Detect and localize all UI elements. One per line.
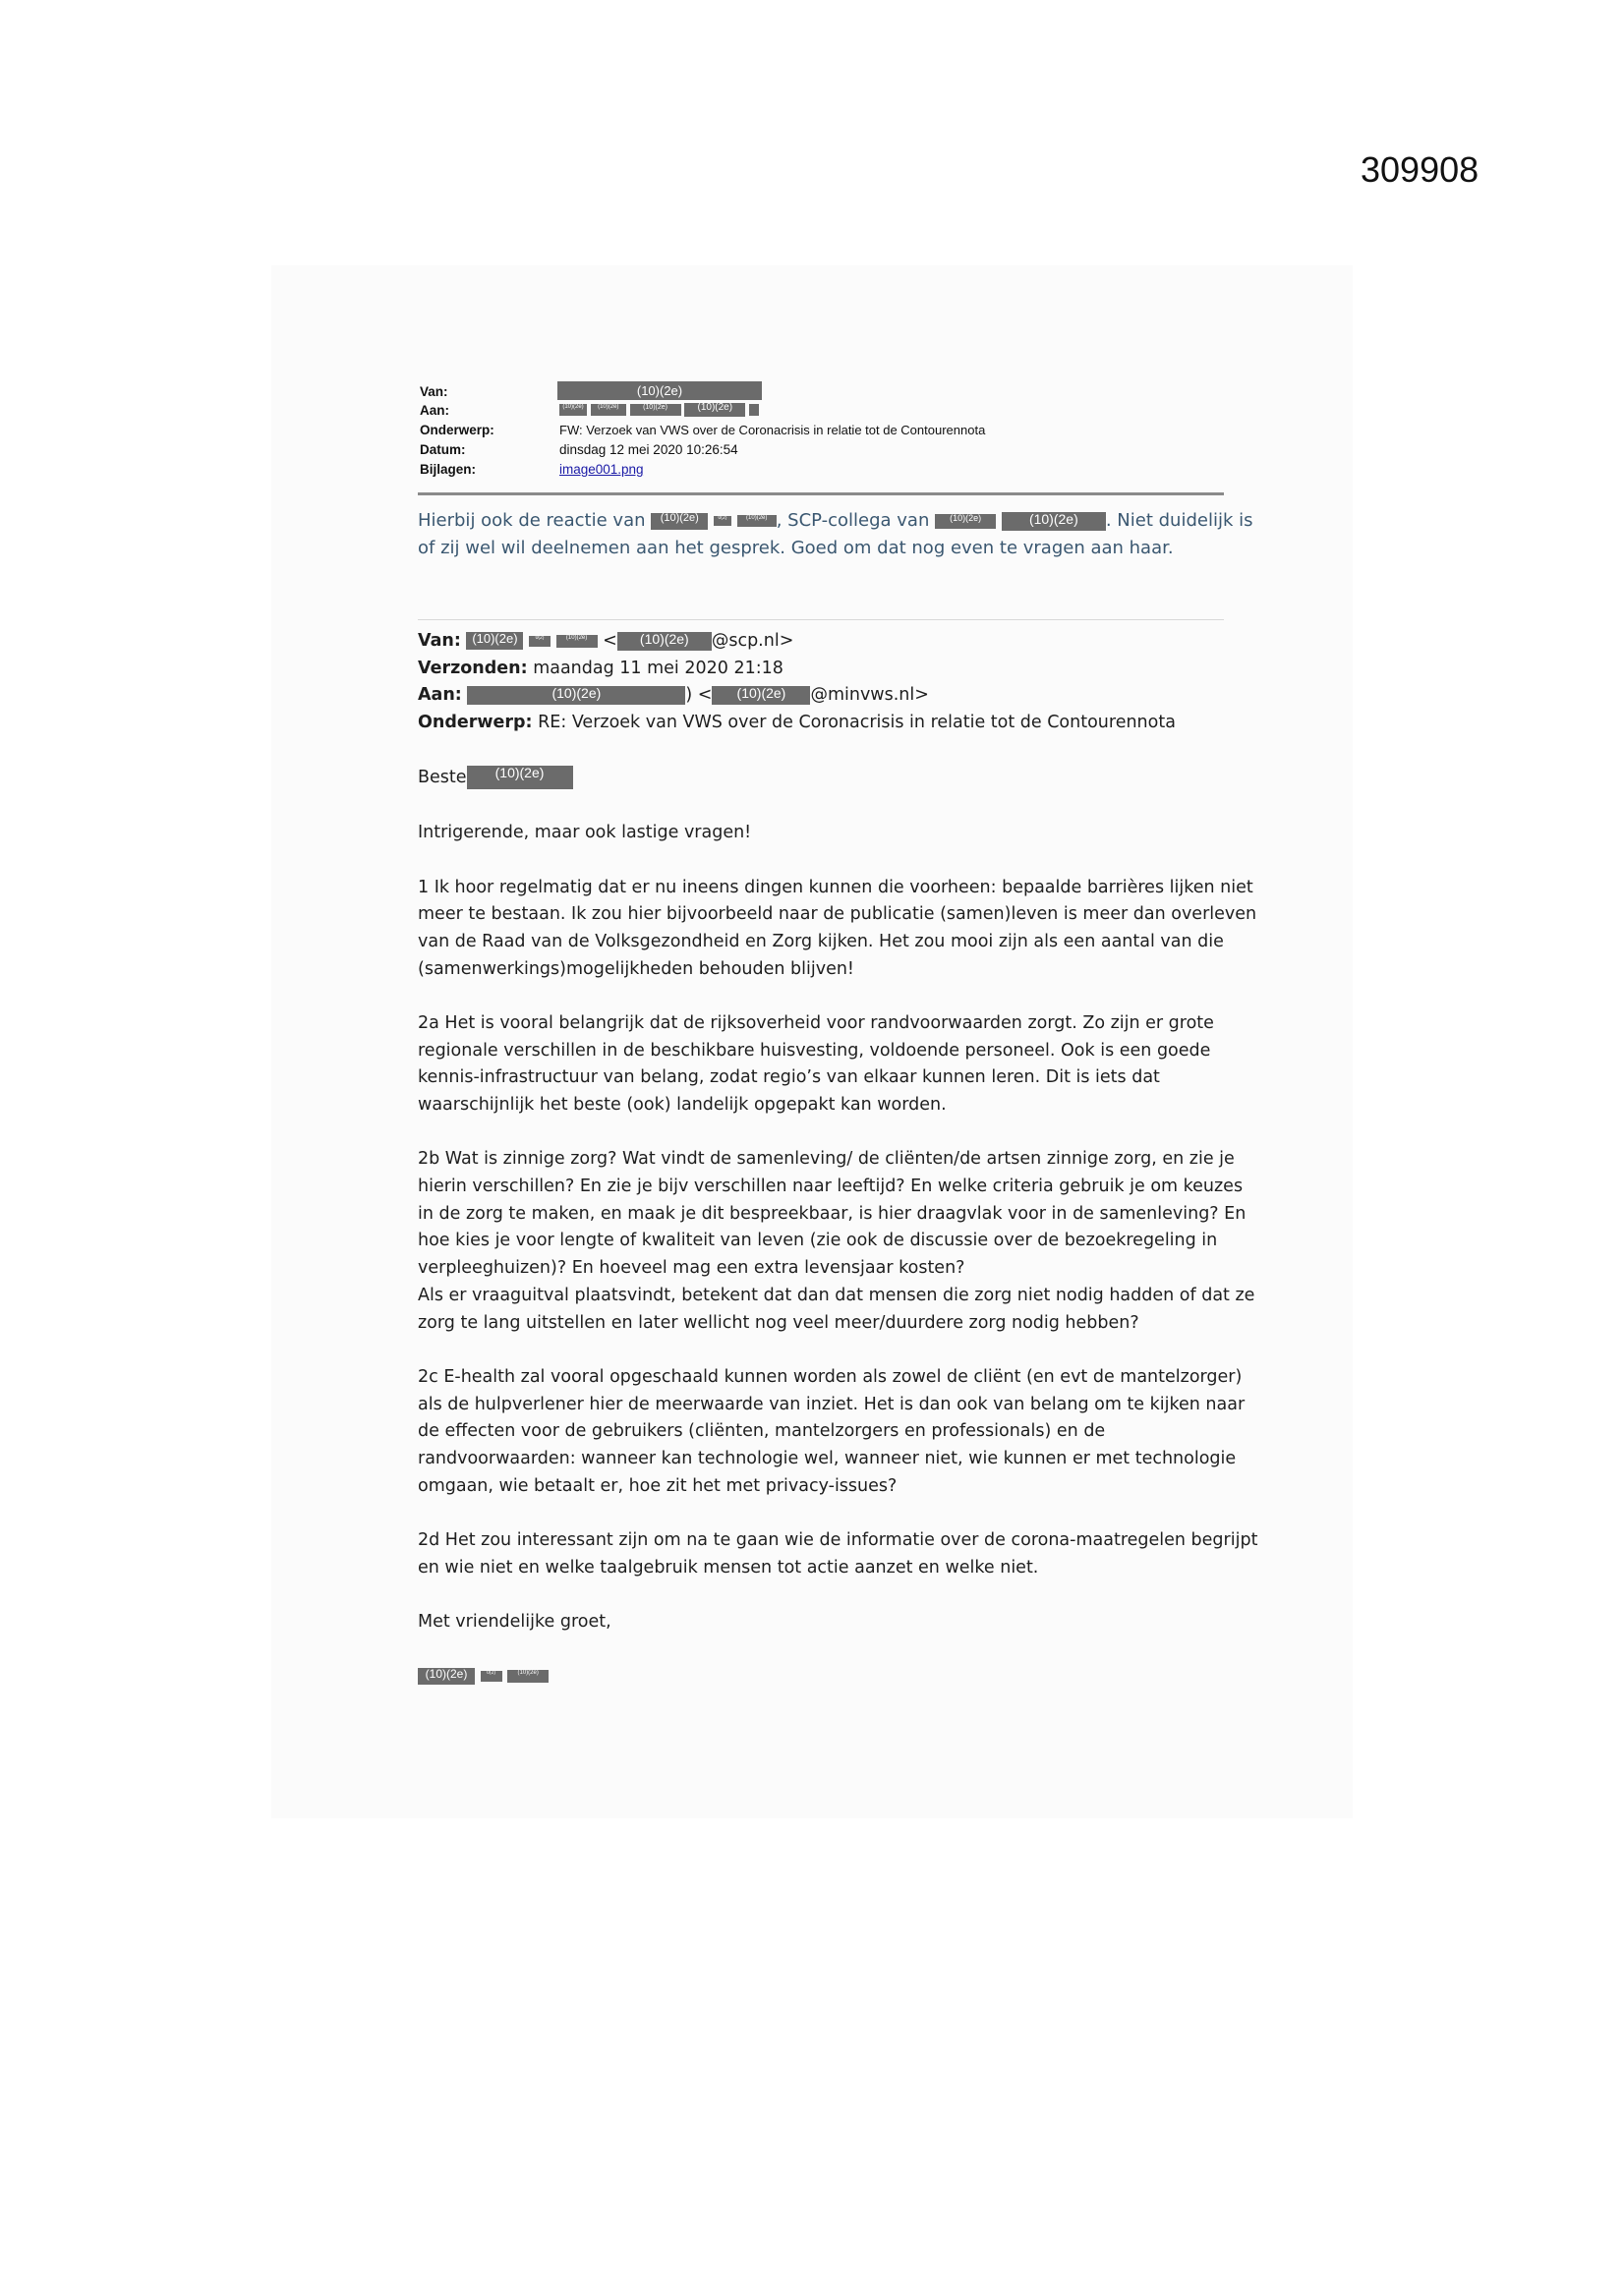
intro-text-c: . Niet duidelijk is [1105, 510, 1253, 531]
redaction-block: (10)(2e) [557, 381, 762, 400]
quoted-mail-divider [418, 619, 1224, 620]
intro-line-2: of zij wel wil deelnemen aan het gesprek. Goed om dat nog even te vragen aan haar. [418, 538, 1174, 558]
redaction-block: (10)(2e) [935, 514, 996, 529]
mail-onderwerp-label: Onderwerp: [418, 713, 533, 733]
paragraph-2a-line: regionale verschillen in de beschikbare huisvesting, voldoende personeel. Ook is een goede [418, 1040, 1211, 1061]
datum-label: Datum: [420, 442, 466, 457]
greeting: Beste [418, 768, 467, 788]
paragraph-2d-line: en wie niet en welke taalgebruik mensen tot actie aanzet en welke niet. [418, 1557, 1039, 1578]
mail-onderwerp-line [418, 710, 1234, 737]
paragraph-1-line: meer te bestaan. Ik zou hier bijvoorbeeld naar de publicatie (samen)leven is meer dan overleven [418, 904, 1257, 925]
paragraph-1-line: van de Raad van de Volksgezondheid en Zorg kijken. Het zou mooi zijn als een aantal van die [418, 931, 1224, 951]
paragraph-1-line: (samenwerkings)mogelijkheden behouden blijven! [418, 958, 854, 979]
redaction-block: 0(2) [714, 516, 731, 526]
paragraph-2b-line: hoe kies je voor lengte of kwaliteit van leven (zie ook de discussie over de bezoekregeling in [418, 1231, 1218, 1251]
mail-verzonden-value: maandag 11 mei 2020 21:18 [533, 658, 783, 678]
paragraph-intro: Intrigerende, maar ook lastige vragen! [418, 823, 752, 843]
closing: Met vriendelijke groet, [418, 1612, 611, 1633]
datum-value: dinsdag 12 mei 2020 10:26:54 [559, 442, 738, 457]
mail-verzonden-line [418, 656, 1234, 683]
mail-verzonden-label: Verzonden: [418, 658, 528, 678]
mail-van-domain: @scp.nl> [711, 631, 794, 651]
redaction-block: (10)(2e) [559, 404, 587, 416]
redaction-block: (10)(2e) [466, 632, 523, 650]
aan-redacted [559, 402, 759, 417]
bijlagen-label: Bijlagen: [420, 462, 477, 477]
mail-van-label: Van: [418, 631, 461, 651]
redaction-block: (10)(2e) [467, 766, 573, 789]
intro-text-b: , SCP-collega van [776, 510, 930, 531]
aan-label: Aan: [420, 403, 449, 418]
paragraph-2b-line: 2b Wat is zinnige zorg? Wat vindt de samenleving/ de cliënten/de artsen zinnige zorg, en zie je [418, 1149, 1235, 1170]
paragraph-2b-line: zorg te lang uitstellen en later wellicht nog veel meer/duurdere zorg nodig hebben? [418, 1312, 1139, 1333]
onderwerp-value: FW: Verzoek van VWS over de Coronacrisis in relatie tot de Contourennota [559, 423, 986, 437]
redaction-block: 0(2) [529, 636, 551, 647]
redaction-block: (10)(2e) [418, 1668, 475, 1685]
redaction-block: (10)(2e) [617, 632, 712, 651]
redaction-block: (10)(2e) [556, 635, 598, 648]
redaction-block: (10)(2e) [1002, 512, 1106, 531]
van-redacted [557, 381, 762, 400]
attachment-link[interactable]: image001.png [559, 462, 644, 477]
mail-aan-line: Aan: (10)(2e) ) < (10)(2e) @minvws.nl> [418, 685, 929, 706]
mail-onderwerp-value: RE: Verzoek van VWS over de Coronacrisis in relatie tot de Contourennota [538, 713, 1176, 733]
paragraph-2c-line: de effecten voor de gebruikers (cliënten, mantelzorgers en professionals) en de [418, 1421, 1106, 1442]
greeting-line [418, 764, 1234, 792]
paragraph-2a-line: kennis-infrastructuur van belang, zodat regio’s van elkaar kunnen leren. Dit is iets dat [418, 1067, 1160, 1088]
document-number: 309908 [1361, 149, 1479, 190]
paragraph-1-line: 1 Ik hoor regelmatig dat er nu ineens dingen kunnen die voorheen: bepaalde barrières lijken niet [418, 877, 1253, 897]
redaction-block: (10)(2e) [684, 403, 745, 417]
paragraph-2c-line: randvoorwaarden: wanneer kan technologie wel, wanneer niet, wie kunnen er met technologie [418, 1448, 1237, 1468]
mail-van-line: Van: (10)(2e) 0(2) (10)(2e) < (10)(2e) @scp.nl> [418, 631, 794, 651]
paragraph-2a-line: waarschijnlijk het beste (ook) landelijk opgepakt kan worden. [418, 1095, 947, 1115]
paragraph-2c-line: als de hulpverlener hier de meerwaarde van inziet. Het is dan ook van belang om te kijken naar [418, 1394, 1246, 1414]
paragraph-2c-line: omgaan, wie betaalt er, hoe zit het met privacy-issues? [418, 1475, 898, 1496]
paragraph-2b-line: verpleeghuizen)? En hoeveel mag een extra levensjaar kosten? [418, 1258, 965, 1279]
redaction-block: (10)(2e) [737, 515, 777, 527]
paragraph-2b-line: hierin verschillen? En zie je bijv verschillen naar leeftijd? En welke criteria gebruik je om keuzes [418, 1177, 1244, 1197]
mail-aan-label: Aan: [418, 685, 462, 706]
quoted-email [418, 628, 1258, 1691]
redaction-block: (10)(2e) [651, 513, 708, 530]
redaction-block [749, 404, 759, 416]
header-divider [418, 492, 1224, 495]
intro-text-a: Hierbij ook de reactie van [418, 510, 646, 531]
intro-paragraph [418, 507, 1253, 562]
paragraph-2b-line: Als er vraaguitval plaatsvindt, betekent dat dan dat mensen die zorg niet nodig hadden of dat ze [418, 1285, 1255, 1305]
paragraph-2b-line: in de zorg te maken, en maak je dit bespreekbaar, is hier draagvlak voor in de samenleving? En [418, 1203, 1247, 1224]
redaction-block: (10)(2e) [712, 686, 810, 705]
van-label: Van: [420, 384, 448, 399]
redaction-block: (10)(2e) [630, 404, 681, 416]
onderwerp-label: Onderwerp: [420, 423, 494, 437]
paragraph-2d-line: 2d Het zou interessant zijn om na te gaan wie de informatie over de corona-maatregelen begrijpt [418, 1530, 1258, 1550]
mail-aan-domain: @minvws.nl> [810, 685, 929, 706]
redaction-block: (10)(2e) [467, 686, 685, 705]
redaction-block: 0(2) [481, 1671, 502, 1682]
redaction-block: (10)(2e) [507, 1670, 549, 1683]
paragraph-2c-line: 2c E-health zal vooral opgeschaald kunnen worden als zowel de cliënt (en evt de mantelzorger) [418, 1366, 1243, 1387]
signature-redacted [418, 1663, 1234, 1691]
redaction-block: (10)(2e) [591, 404, 626, 416]
paragraph-2a-line: 2a Het is vooral belangrijk dat de rijksoverheid voor randvoorwaarden zorgt. Zo zijn er grote [418, 1012, 1214, 1033]
